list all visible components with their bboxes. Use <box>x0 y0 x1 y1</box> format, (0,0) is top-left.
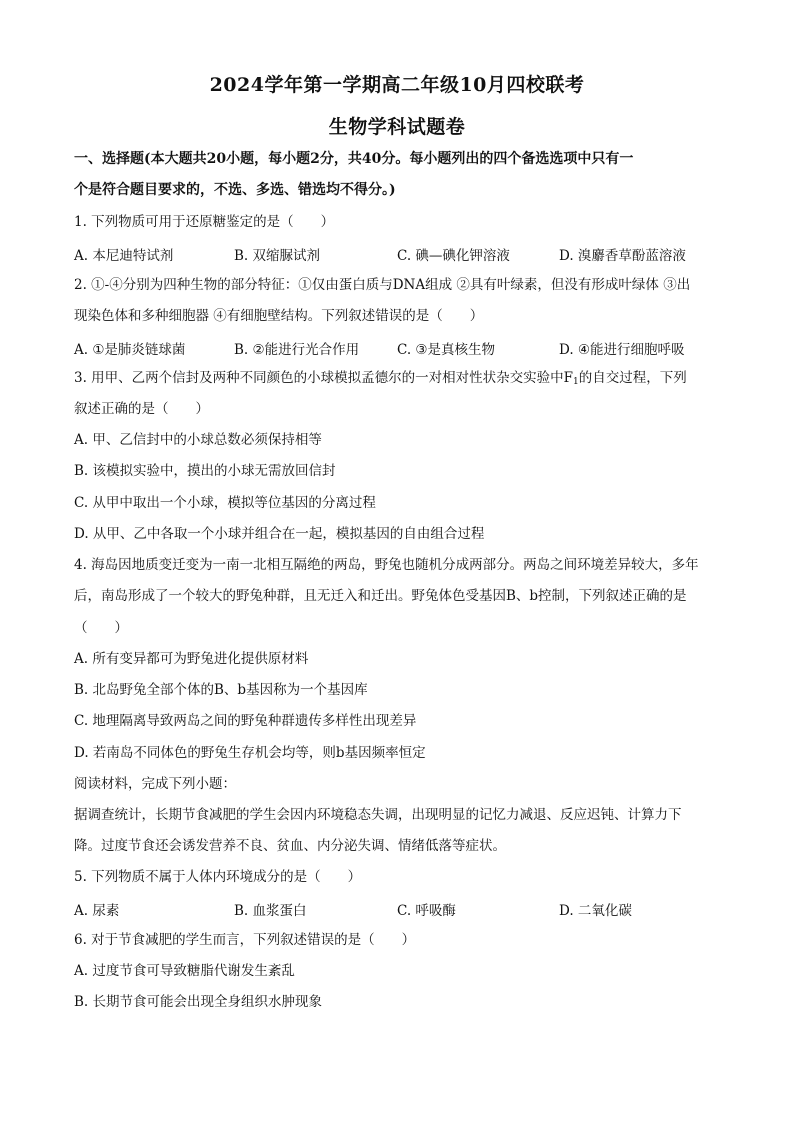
question-2-options <box>74 338 726 356</box>
question-2-stem-line-2: 现染色体和多种细胞器 ④有细胞壁结构。下列叙述错误的是（ ） <box>74 308 484 324</box>
question-6-stem: 6. 对于节食减肥的学生而言，下列叙述错误的是（ ） <box>74 932 416 948</box>
q4-option-a: A. 所有变异都可为野兔进化提供原材料 <box>74 651 309 667</box>
q3-stem-text: 3. 用甲、乙两个信封及两种不同颜色的小球模拟孟德尔的一对相对性状杂交实验中F <box>74 370 574 386</box>
q3-stem-text-end: 的自交过程，下列 <box>578 370 687 386</box>
q1-option-d: D. 溴麝香草酚蓝溶液 <box>559 248 686 264</box>
q1-option-a: A. 本尼迪特试剂 <box>74 248 174 264</box>
question-4-stem-line-1: 4. 海岛因地质变迁变为一南一北相互隔绝的两岛，野兔也随机分成两部分。两岛之间环境差异较大，多年 <box>74 557 699 573</box>
material-intro: 阅读材料，完成下列小题： <box>74 776 236 792</box>
q5-option-d: D. 二氧化碳 <box>559 903 632 919</box>
q6-option-b: B. 长期节食可能会出现全身组织水肿现象 <box>74 994 323 1010</box>
q5-option-b: B. 血浆蛋白 <box>234 903 307 919</box>
section-heading-line-2: 个是符合题目要求的，不选、多选、错选均不得分。) <box>74 182 396 198</box>
q2-option-a: A. ①是肺炎链球菌 <box>74 342 186 358</box>
question-5-stem: 5. 下列物质不属于人体内环境成分的是（ ） <box>74 869 362 885</box>
q1-option-b: B. 双缩脲试剂 <box>234 248 321 264</box>
question-3-stem-line-2: 叙述正确的是（ ） <box>74 401 209 417</box>
q2-option-b: B. ②能进行光合作用 <box>234 342 360 358</box>
q3-option-a: A. 甲、乙信封中的小球总数必须保持相等 <box>74 432 322 448</box>
q4-option-d: D. 若南岛不同体色的野兔生存机会均等，则b基因频率恒定 <box>74 745 426 761</box>
q3-option-c: C. 从甲中取出一个小球，模拟等位基因的分离过程 <box>74 495 376 511</box>
section-heading-line-1: 一、选择题(本大题共20小题，每小题2分，共40分。每小题列出的四个备选选项中只有一 <box>74 151 634 167</box>
q5-option-c: C. 呼吸酶 <box>397 903 456 919</box>
q3-stem-subscript: 1 <box>573 377 579 387</box>
q4-option-b: B. 北岛野兔全部个体的B、b基因称为一个基因库 <box>74 682 368 698</box>
q4-option-c: C. 地理隔离导致两岛之间的野兔种群遗传多样性出现差异 <box>74 713 417 729</box>
q2-option-c: C. ③是真核生物 <box>397 342 496 358</box>
question-3-stem-line-1 <box>74 369 726 391</box>
question-2-stem-line-1: 2. ①-④分别为四种生物的部分特征：①仅由蛋白质与DNA组成 ②具有叶绿素，但没有形成叶绿体 ③出 <box>74 277 691 293</box>
question-1-options <box>74 244 726 262</box>
question-4-stem-line-3: （ ） <box>74 620 128 636</box>
q3-option-d: D. 从甲、乙中各取一个小球并组合在一起，模拟基因的自由组合过程 <box>74 526 485 542</box>
q3-option-b: B. 该模拟实验中，摸出的小球无需放回信封 <box>74 463 336 479</box>
exam-subtitle: 生物学科试题卷 <box>328 116 466 138</box>
q1-option-c: C. 碘—碘化钾溶液 <box>397 248 510 264</box>
q6-option-a: A. 过度节食可导致糖脂代谢发生紊乱 <box>74 963 295 979</box>
q2-option-d: D. ④能进行细胞呼吸 <box>559 342 685 358</box>
material-line-1: 据调查统计，长期节食减肥的学生会因内环境稳态失调，出现明显的记忆力减退、反应迟钝、计算力下 <box>74 807 682 823</box>
question-5-options <box>74 899 726 917</box>
exam-title: 2024学年第一学期高二年级10月四校联考 <box>209 74 585 96</box>
question-4-stem-line-2: 后，南岛形成了一个较大的野兔种群，且无迁入和迁出。野兔体色受基因B、b控制，下列叙述正确的是 <box>74 588 687 604</box>
material-line-2: 降。过度节食还会诱发营养不良、贫血、内分泌失调、情绪低落等症状。 <box>74 838 506 854</box>
q5-option-a: A. 尿素 <box>74 903 120 919</box>
question-1-stem: 1. 下列物质可用于还原糖鉴定的是（ ） <box>74 214 335 230</box>
